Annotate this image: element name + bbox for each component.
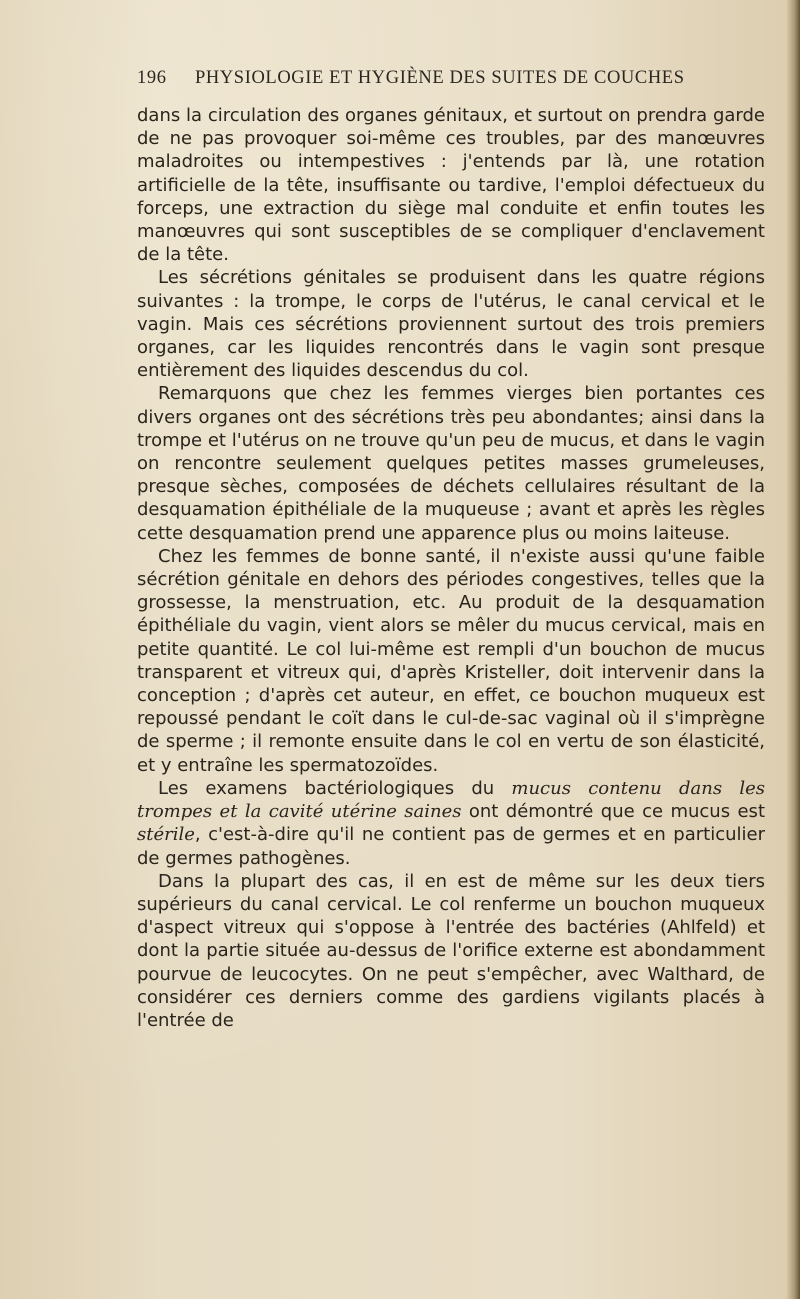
paragraph-femmes-vierges: Remarquons que chez les femmes vierges bien portantes ces divers organes ont des sécrétions très peu abondantes; ainsi dans la trompe et l'utérus on ne trouve qu'un peu de mucus, et dans le vagin on rencontre seulement quelques petites masses grumeleuses, presque sèches, composées de déchets cellulaires résultant de la desquamation épithéliale de la muqueuse ; avant et après les règles cette desquamation prend une apparence plus ou moins laiteuse. — [137, 383, 765, 544]
running-title: PHYSIOLOGIE ET HYGIÈNE DES SUITES DE COUCHES — [195, 68, 685, 88]
italic-word: stérile — [137, 824, 195, 846]
text-segment: , c'est-à-dire qu'il ne contient pas de germes et en particulier de germes pathogènes. — [137, 824, 765, 869]
running-header — [137, 68, 757, 89]
paragraph-bonne-sante: Chez les femmes de bonne santé, il n'existe aussi qu'une faible sécrétion génitale en dehors des périodes congestives, telles que la grossesse, la menstruation, etc. Au produit de la desquamation épithéliale du vagin, vient alors se mêler du mucus cervical, mais en petite quantité. Le col lui-même est rempli d'un bouchon de mucus transparent et vitreux qui, d'après Kristeller, doit intervenir dans la conception ; d'après cet auteur, en effet, ce bouchon muqueux est repoussé pendant le coït dans le cul-de-sac vaginal où il s'imprègne de sperme ; il remonte ensuite dans le col en vertu de son élasticité, et y entraîne les spermatozoïdes. — [137, 545, 765, 776]
text-segment: ont démontré que ce mucus est — [461, 801, 765, 823]
paragraph-canal-cervical: Dans la plupart des cas, il en est de même sur les deux tiers supérieurs du canal cervical. Le col renferme un bouchon muqueux d'aspect vitreux qui s'oppose à l'entrée des bactéries (Ahlfeld) et dont la partie située au-dessus de l'orifice externe est abondamment pourvue de leucocytes. On ne peut s'empêcher, avec Walthard, de considérer ces derniers comme des gardiens vigilants placés à l'entrée de — [137, 870, 765, 1031]
page-edge-shadow — [786, 0, 800, 1299]
page-number: 196 — [137, 68, 167, 88]
paragraph-continuation: dans la circulation des organes génitaux, et surtout on prendra garde de ne pas provoquer soi-même ces troubles, par des manœuvres maladroites ou intempestives : j'entends par là, une rotation artificielle de la tête, insuffisante ou tardive, l'emploi défectueux du forceps, une extraction du siège mal conduite et enfin toutes les manœuvres qui sont susceptibles de se compliquer d'enclavement de la tête. — [137, 105, 765, 266]
paragraph-examens-bacteriologiques — [137, 777, 765, 870]
text-segment: Les examens bactériologiques du — [158, 777, 512, 799]
italic-phrase: mucus contenu dans les trompes et la cavité utérine saines — [137, 777, 765, 823]
paragraph-secretions: Les sécrétions génitales se produisent dans les quatre régions suivantes : la trompe, le corps de l'utérus, le canal cervical et le vagin. Mais ces sécrétions proviennent surtout des trois premiers organes, car les liquides rencontrés dans le vagin sont presque entièrement des liquides descendus du col. — [137, 267, 765, 382]
body-text — [137, 104, 765, 1032]
